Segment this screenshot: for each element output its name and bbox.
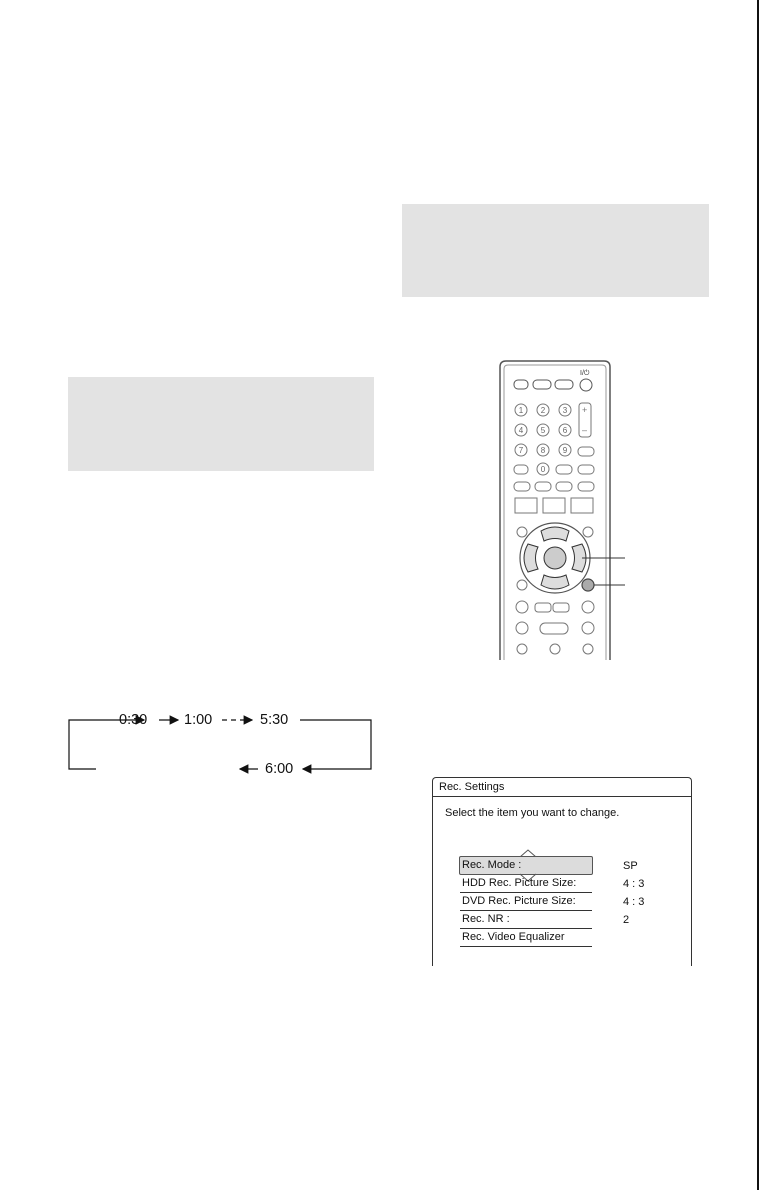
menu-item-label: DVD Rec. Picture Size:: [462, 895, 576, 907]
cycle-label-4: 6:00: [265, 761, 294, 777]
power-label: I/⏻: [580, 370, 590, 377]
cycle-label-2: 1:00: [184, 712, 213, 728]
cycle-label-3: 5:30: [260, 712, 289, 728]
menu-value-dvd-picture-size: 4 : 3: [623, 896, 645, 908]
key-1-label: 1: [518, 406, 524, 415]
key-7-label: 7: [518, 446, 524, 455]
heading-box-left: [68, 377, 374, 471]
menu-item-label: Rec. Video Equalizer: [462, 931, 565, 943]
time-cycle-diagram: [60, 700, 390, 790]
key-8-label: 8: [540, 446, 546, 455]
menu-value-rec-nr: 2: [623, 914, 630, 926]
screen-prompt: Select the item you want to change.: [445, 807, 620, 819]
page-edge-rule: [757, 0, 759, 1190]
key-2-label: 2: [540, 406, 546, 415]
screen-title-divider: [433, 796, 691, 797]
remote-control-illustration: [490, 355, 640, 660]
key-6-label: 6: [562, 426, 568, 435]
key-0-label: 0: [540, 465, 546, 474]
vol-up-label: +: [582, 405, 588, 415]
screen-title: Rec. Settings: [439, 781, 505, 793]
menu-item-label: HDD Rec. Picture Size:: [462, 877, 577, 889]
key-3-label: 3: [562, 406, 568, 415]
menu-value-hdd-picture-size: 4 : 3: [623, 878, 645, 890]
heading-box-right: [402, 204, 709, 297]
key-9-label: 9: [562, 446, 568, 455]
cycle-arrows: [60, 700, 390, 790]
menu-item-hdd-picture-size[interactable]: [460, 875, 592, 893]
menu-item-label: Rec. NR :: [462, 913, 510, 925]
menu-item-label: Rec. Mode :: [462, 859, 522, 871]
menu-item-rec-video-equalizer[interactable]: [460, 929, 592, 947]
vol-down-label: –: [582, 425, 588, 435]
key-4-label: 4: [518, 426, 524, 435]
menu-item-rec-nr[interactable]: [460, 911, 592, 929]
rec-settings-screen: [432, 777, 692, 966]
menu-item-dvd-picture-size[interactable]: [460, 893, 592, 911]
cycle-label-1: 0:30: [119, 712, 148, 728]
menu-value-rec-mode: SP: [623, 860, 638, 872]
key-5-label: 5: [540, 426, 546, 435]
remote-body: [490, 355, 640, 660]
